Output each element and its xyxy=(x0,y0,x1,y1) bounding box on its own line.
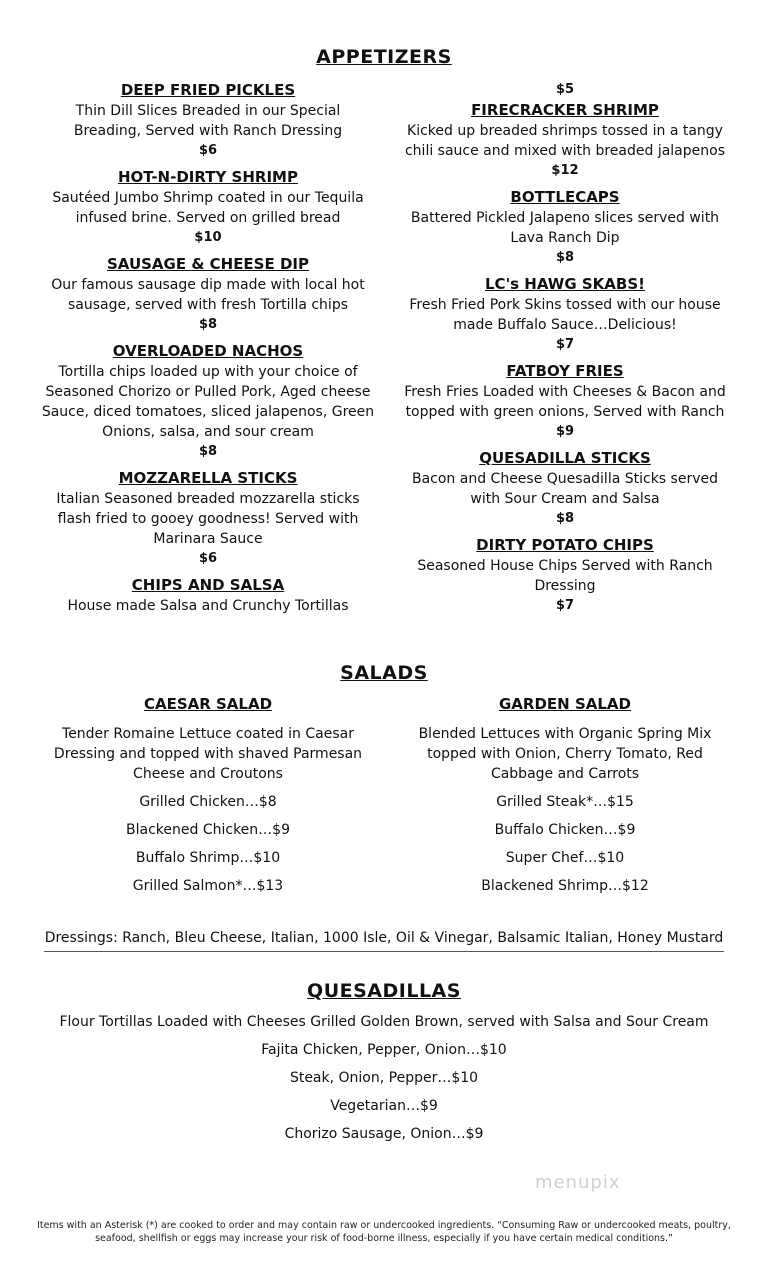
item-price: $7 xyxy=(555,337,575,352)
quesadilla-option: Fajita Chicken, Pepper, Onion…$10 xyxy=(261,1042,507,1058)
menu-item xyxy=(40,468,376,569)
salad-option: Super Chef…$10 xyxy=(505,850,625,866)
menu-item xyxy=(40,575,376,616)
salad-option: Grilled Salmon*…$13 xyxy=(132,878,284,894)
menu-item xyxy=(398,187,732,268)
menu-item xyxy=(398,361,732,442)
item-name: HOT-N-DIRTY SHRIMP xyxy=(118,168,298,186)
quesadilla-option: Vegetarian…$9 xyxy=(330,1098,438,1114)
item-name: MOZZARELLA STICKS xyxy=(118,469,298,487)
menu-item xyxy=(40,341,376,462)
caesar-salad xyxy=(40,694,376,904)
item-price: $10 xyxy=(194,230,222,245)
item-description: Seasoned House Chips Served with Ranch Dressing xyxy=(417,558,713,594)
salad-option: Buffalo Chicken…$9 xyxy=(494,822,636,838)
item-price: $8 xyxy=(198,444,218,459)
item-price: $9 xyxy=(555,424,575,439)
menu-item xyxy=(40,80,376,161)
item-description: House made Salsa and Crunchy Tortillas xyxy=(67,598,349,614)
item-name: FATBOY FRIES xyxy=(506,362,624,380)
item-name: BOTTLECAPS xyxy=(510,188,620,206)
item-price: $6 xyxy=(198,551,218,566)
item-name: CHIPS AND SALSA xyxy=(131,576,285,594)
item-price: $7 xyxy=(555,598,575,613)
food-safety-disclaimer: Items with an Asterisk (*) are cooked to order and may contain raw or undercooked ingredients. “Consuming Raw or undercooked meats, poultry, seafood, shellfish or eggs may increase your risk of food-borne illness, especially if you have certain medical conditions.” xyxy=(37,1220,731,1244)
item-description: Fresh Fried Pork Skins tossed with our house made Buffalo Sauce…Delicious! xyxy=(409,297,721,333)
item-description: Tortilla chips loaded up with your choice of Seasoned Chorizo or Pulled Pork, Aged cheese Sauce, diced tomatoes, sliced jalapenos, Green Onions, salsa, and sour cream xyxy=(41,364,375,440)
quesadillas-title: QUESADILLAS xyxy=(307,980,461,1002)
salad-option: Grilled Chicken…$8 xyxy=(139,794,277,810)
item-price: $8 xyxy=(555,250,575,265)
item-description: Kicked up breaded shrimps tossed in a tangy chili sauce and mixed with breaded jalapenos xyxy=(404,123,725,159)
salad-name: CAESAR SALAD xyxy=(143,695,273,713)
appetizers-left-column xyxy=(40,80,376,622)
appetizers-title: APPETIZERS xyxy=(316,46,452,68)
salad-description: Blended Lettuces with Organic Spring Mix topped with Onion, Cherry Tomato, Red Cabbage and Carrots xyxy=(418,726,712,782)
item-description: Fresh Fries Loaded with Cheeses & Bacon and topped with green onions, Served with Ranch xyxy=(404,384,726,420)
menu-item xyxy=(40,254,376,335)
quesadilla-option: Chorizo Sausage, Onion…$9 xyxy=(284,1126,484,1142)
menu-item xyxy=(398,100,732,181)
item-name: QUESADILLA STICKS xyxy=(479,449,651,467)
item-price: $8 xyxy=(198,317,218,332)
appetizers-right-column xyxy=(398,80,732,622)
item-name: OVERLOADED NACHOS xyxy=(112,342,304,360)
salad-option: Grilled Steak*…$15 xyxy=(496,794,634,810)
item-description: Sautéed Jumbo Shrimp coated in our Tequila infused brine. Served on grilled bread xyxy=(52,190,364,226)
item-name: DEEP FRIED PICKLES xyxy=(120,81,296,99)
salad-name: GARDEN SALAD xyxy=(499,695,631,713)
menupix-watermark: menupix xyxy=(535,1172,621,1193)
item-name: DIRTY POTATO CHIPS xyxy=(476,536,654,554)
item-description: Thin Dill Slices Breaded in our Special Breading, Served with Ranch Dressing xyxy=(73,103,343,139)
salad-option: Blackened Chicken…$9 xyxy=(126,822,290,838)
item-description: Italian Seasoned breaded mozzarella sticks flash fried to gooey goodness! Served with Marinara Sauce xyxy=(56,491,360,547)
section-divider xyxy=(44,951,724,952)
item-description: Bacon and Cheese Quesadilla Sticks served with Sour Cream and Salsa xyxy=(411,471,719,507)
quesadillas-section xyxy=(0,1012,768,1152)
menu-item xyxy=(398,274,732,355)
item-price: $6 xyxy=(198,143,218,158)
item-price: $12 xyxy=(551,163,579,178)
salads-title: SALADS xyxy=(340,662,428,684)
salad-option: Buffalo Shrimp…$10 xyxy=(135,850,281,866)
quesadilla-option: Steak, Onion, Pepper…$10 xyxy=(289,1070,479,1086)
carryover-price: $5 xyxy=(555,82,575,97)
garden-salad xyxy=(398,694,732,904)
item-name: SAUSAGE & CHEESE DIP xyxy=(107,255,309,273)
item-price: $8 xyxy=(555,511,575,526)
menu-item xyxy=(398,448,732,529)
menu-item xyxy=(398,535,732,616)
salad-option: Blackened Shrimp…$12 xyxy=(481,878,649,894)
dressings-list: Dressings: Ranch, Bleu Cheese, Italian, 1000 Isle, Oil & Vinegar, Balsamic Italian, Honey Mustard xyxy=(44,930,724,946)
salad-description: Tender Romaine Lettuce coated in Caesar Dressing and topped with shaved Parmesan Cheese and Croutons xyxy=(53,726,363,782)
menu-item xyxy=(40,167,376,248)
item-description: Battered Pickled Jalapeno slices served with Lava Ranch Dip xyxy=(410,210,720,246)
item-name: FIRECRACKER SHRIMP xyxy=(471,101,659,119)
item-name: LC's HAWG SKABS! xyxy=(485,275,645,293)
item-description: Our famous sausage dip made with local hot sausage, served with fresh Tortilla chips xyxy=(51,277,365,313)
quesadillas-description: Flour Tortillas Loaded with Cheeses Grilled Golden Brown, served with Salsa and Sour Cream xyxy=(59,1014,709,1030)
